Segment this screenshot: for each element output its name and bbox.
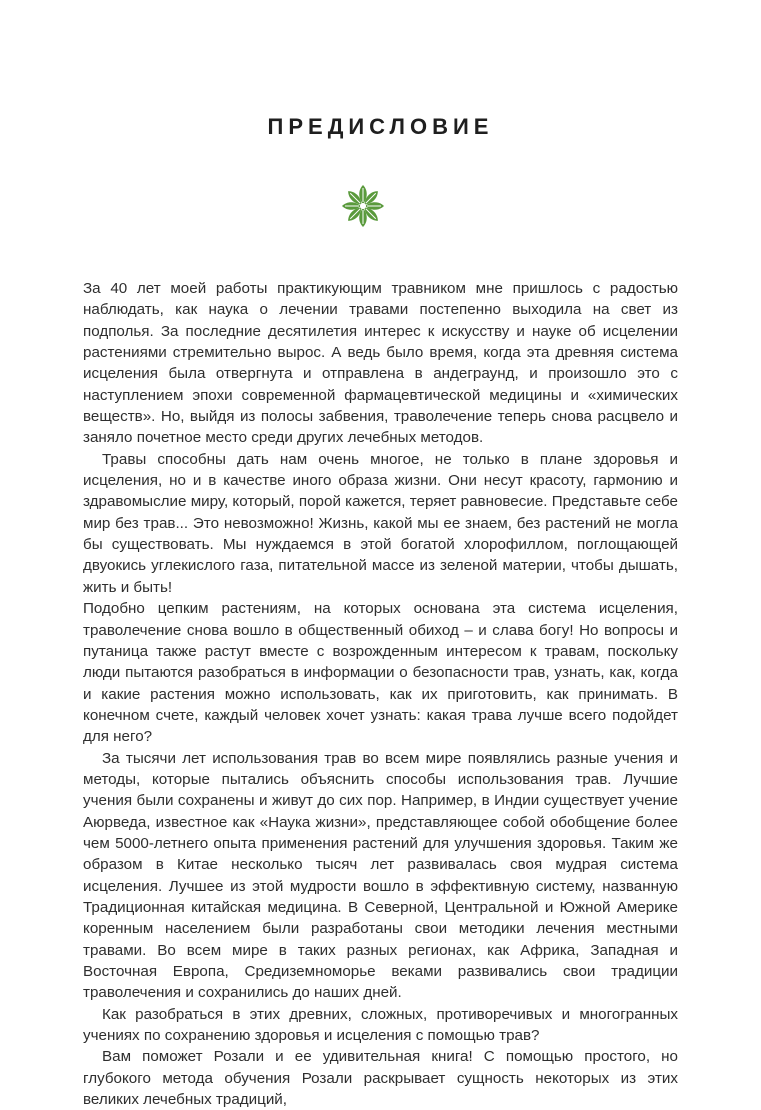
paragraph: За 40 лет моей работы практикующим травником мне пришлось с радостью наблюдать, как наука о лечении травами постепенно выходила на свет из подполья. За последние десятилетия интерес к искусству и науке об исцелении растениями стремительно вырос. А ведь было время, когда эта древняя система исцеления была отвергнута и отправлена в андеграунд, и произошло это с наступлением эпохи современной фармацевтической медицины и «химических веществ». Но, выйдя из полосы забвения, траволечение теперь снова расцвело и заняло почетное место среди других лечебных методов. — [83, 280, 678, 447]
leaf-ornament-icon — [340, 183, 386, 229]
paragraph: Подобно цепким растениям, на которых основана эта система исцеления, траволечение снова вошло в общественный обиход – и слава богу! Но вопросы и путаница также растут вместе с возрожденным интересом к травам, поскольку люди пытаются разобраться в информации о безопасности трав, узнать, как, когда и какие растения можно использовать, как их приготовить, как принимать. В конечном счете, каждый человек хочет узнать: какая трава лучше всего подойдет для него? — [83, 600, 678, 746]
paragraph: Как разобраться в этих древних, сложных, противоречивых и многогранных учениях по сохранению здоровья и исцеления с помощью трав? — [83, 1005, 678, 1045]
paragraph: Вам поможет Розали и ее удивительная книга! С помощью простого, но глубокого метода обучения Розали раскрывает сущность некоторых из этих великих лечебных традиций, — [83, 1048, 678, 1109]
paragraph: За тысячи лет использования трав во всем мире появлялись разные учения и методы, которые пытались объяснить способы использования трав. Лучшие учения были сохранены и живут до сих пор. Например, в Индии существует учение Аюрведа, известное как «Наука жизни», представляющее собой обобщение более чем 5000-летнего опыта применения растений для улучшения здоровья. Таким же образом в Китае несколько тысяч лет развивалась своя мудрая система исцеления. Лучшее из этой мудрости вошло в эффективную систему, названную Традиционная китайская медицина. В Северной, Центральной и Южной Америке коренным населением были разработаны свои методики лечения местными травами. Во всем мире в таких разных регионах, как Африка, Западная и Восточная Европа, Средиземноморье веками развивались свои традиции траволечения и сохранились до наших дней. — [83, 749, 678, 1002]
page-title: ПРЕДИСЛОВИЕ — [267, 114, 494, 139]
body-text — [83, 278, 678, 1110]
paragraph: Травы способны дать нам очень многое, не только в плане здоровья и исцеления, но и в качестве иного образа жизни. Они несут красоту, гармонию и здравомыслие миру, который, порой кажется, теряет равновесие. Представьте себе мир без трав... Это невозможно! Жизнь, какой мы ее знаем, без растений не могла бы существовать. Мы нуждаемся в этой богатой хлорофиллом, поглощающей двуокись углекислого газа, питательной массе из зеленой материи, чтобы дышать, жить и быть! — [83, 450, 678, 596]
